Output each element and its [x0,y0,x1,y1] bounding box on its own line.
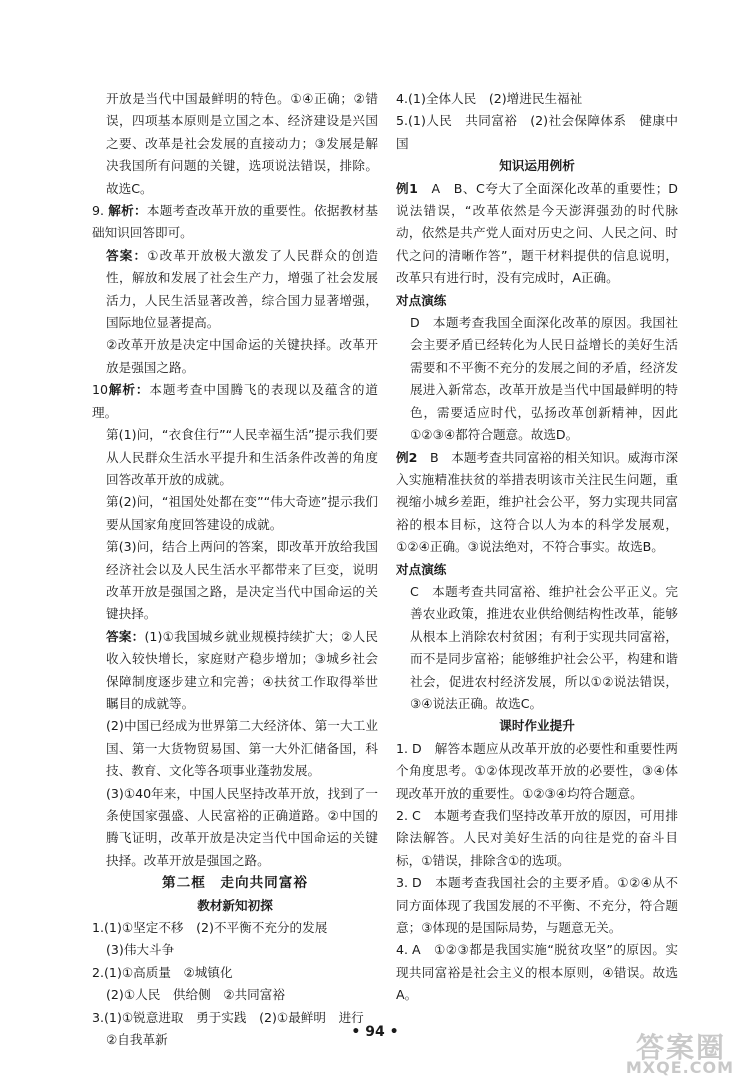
text: (2)①人民 供给侧 ②共同富裕 [106,987,285,1003]
item-number: 4. [396,942,409,958]
text: 本题考查中国腾飞的表现以及蕴含的道理。 [92,382,378,420]
text: 教材新知初探 [197,897,273,913]
label: 答案： [106,247,148,263]
watermark-text-bottom: MXQE.COM [625,1058,734,1077]
text: C 本题考查我们坚持改革开放的原因，可用排除法解答。人民对美好生活的向往是党的奋斗目标，①错误，排除含①的选项。 [396,808,678,868]
item-number: 2. [396,808,409,823]
label: 解析： [108,203,147,219]
text: 1.(1)①坚定不移 (2)不平衡不充分的发展 [92,920,328,936]
label: 解析： [108,382,150,398]
left-paragraph [92,715,378,782]
left-paragraph [92,917,378,939]
left-paragraph [92,200,378,245]
right-paragraph [396,290,678,312]
right-paragraph [396,88,678,110]
label: 例2 [396,449,418,465]
right-paragraph [396,939,678,1006]
left-column [92,88,378,1051]
left-paragraph [92,962,378,984]
left-paragraph [92,334,378,379]
left-paragraph [92,939,378,961]
text: D 本题考查我国全面深化改革的原因。我国社会主要矛盾已经转化为人民日益增长的美好生活需要和不平衡不充分的发展之间的矛盾，经济发展进入新常态，改革开放是当代中国最鲜明的特色，需要适应时代，弘扬改革创新精神，因此①②③④都符合题意。故选D。 [410,315,678,443]
text: 对点演练 [396,292,447,308]
left-paragraph [92,872,378,894]
item-number: 10. [92,382,113,398]
text: 第(2)问，“祖国处处都在变”“伟大奇迹”提示我们要从国家角度回答建设的成就。 [106,494,378,532]
text: (3)①40年来，中国人民坚持改革开放，找到了一条使国家强盛、人民富裕的正确道路。②中国的腾飞证明，改革开放是决定当代中国命运的关键抉择。改革开放是强国之路。 [106,785,378,868]
left-paragraph [92,424,378,491]
text: A B、C夸大了全面深化改革的重要性；D说法错误，“改革依然是今天澎湃强劲的时代脉动，依然是共产党人面对历史之问、人民之问、时代之问的清晰作答”，题干材料提供的信息说明，改革只有进行时，没有完成时，A正确。 [396,180,678,286]
right-paragraph [396,715,678,737]
left-paragraph [92,895,378,917]
text: 2.(1)①高质量 ②城镇化 [92,964,233,980]
watermark-logo [592,1026,742,1078]
text: (2)中国已经成为世界第二大经济体、第一大工业国、第一大货物贸易国、第一大外汇储备国，科技、教育、文化等各项事业蓬勃发展。 [106,718,378,779]
right-paragraph [396,155,678,177]
left-paragraph [92,536,378,626]
text: 第二框 走向共同富裕 [162,875,308,892]
left-paragraph [92,491,378,536]
text: B 本题考查共同富裕的相关知识。威海市深入实施精准扶贫的举措表明该市关注民生问题，重视缩小城乡差距，维护社会公平，努力实现共同富裕的根本目标，这符合以人为本的科学发展观，①②④正确。③说法绝对，不符合事实。故选B。 [396,449,679,555]
text: D 解答本题应从改革开放的必要性和重要性两个角度思考。①②体现改革开放的必要性，③④体现改革开放的重要性。①②③④均符合题意。 [396,740,678,801]
text: 第(3)问，结合上两问的答案，即改革开放给我国经济社会以及人民生活水平都带来了巨变，说明改革开放是强国之路，是决定当代中国命运的关键抉择。 [106,539,378,622]
right-paragraph [396,559,678,581]
item-number: 9. [92,203,105,219]
right-column [396,88,678,1007]
right-paragraph [396,447,678,559]
text: 开放是当代中国最鲜明的特色。①④正确；②错误，四项基本原则是立国之本、经济建设是兴国之要、改革是社会发展的直接动力；③发展是解决我国所有问题的关键，选项说法错误，排除。故选C。 [106,91,378,196]
label: 答案： [106,628,145,644]
text: ②改革开放是决定中国命运的关键抉择。改革开放是强国之路。 [106,337,378,375]
right-paragraph [396,581,678,715]
page-number: • 94 • [351,1024,399,1040]
watermark-text-top: 答案圈 [635,1031,726,1064]
left-paragraph [92,245,378,335]
item-number: 1. [396,740,409,756]
left-paragraph [92,783,378,873]
left-paragraph [92,626,378,716]
text: ②自我革新 [106,1032,168,1048]
text: 知识运用例析 [499,158,575,174]
text: 对点演练 [396,561,447,577]
text: (1)①我国城乡就业规模持续扩大；②人民收入较快增长，家庭财产稳步增加；③城乡社会保障制度逐步建立和完善；④扶贫工作取得举世瞩目的成就等。 [106,628,378,711]
text: A ①②③都是我国实施“脱贫攻坚”的原因。实现共同富裕是社会主义的根本原则，④错误。故选A。 [396,942,678,1003]
left-paragraph [92,88,378,200]
text: 本题考查改革开放的重要性。依据教材基础知识回答即可。 [92,203,379,241]
label: 例1 [396,180,418,196]
left-paragraph [92,984,378,1006]
text: C 本题考查共同富裕、维护社会公平正义。完善农业政策，推进农业供给侧结构性改革，能够从根本上消除农村贫困；有利于实现共同富裕，而不是同步富裕；能够维护社会公平，构建和谐社会，促进农村经济发展，所以①②说法错误，③④说法正确。故选C。 [410,583,678,711]
text: 课时作业提升 [499,718,575,734]
text: 5.(1)人民 共同富裕 (2)社会保障体系 健康中国 [396,113,678,151]
right-paragraph [396,805,678,872]
right-paragraph [396,312,678,446]
right-paragraph [396,872,678,939]
left-paragraph [92,379,378,424]
item-number: 3. [396,875,409,891]
text: 第(1)问，“衣食住行”“人民幸福生活”提示我们要从人民群众生活水平提升和生活条件改善的角度回答改革开放的成就。 [106,427,378,487]
right-paragraph [396,110,678,155]
right-paragraph [396,178,678,290]
text: D 本题考查我国社会的主要矛盾。①②④从不同方面体现了我国发展的不平衡、不充分，符合题意；③体现的是国际局势，与题意无关。 [396,875,678,936]
text: ①改革开放极大激发了人民群众的创造性，解放和发展了社会生产力，增强了社会发展活力，人民生活显著改善，综合国力显著增强，国际地位显著提高。 [106,247,379,331]
text: 4.(1)全体人民 (2)增进民生福祉 [396,91,583,106]
right-paragraph [396,738,678,805]
text: 3.(1)①锐意进取 勇于实践 (2)①最鲜明 进行 [92,1009,364,1025]
text: (3)伟大斗争 [106,942,175,958]
